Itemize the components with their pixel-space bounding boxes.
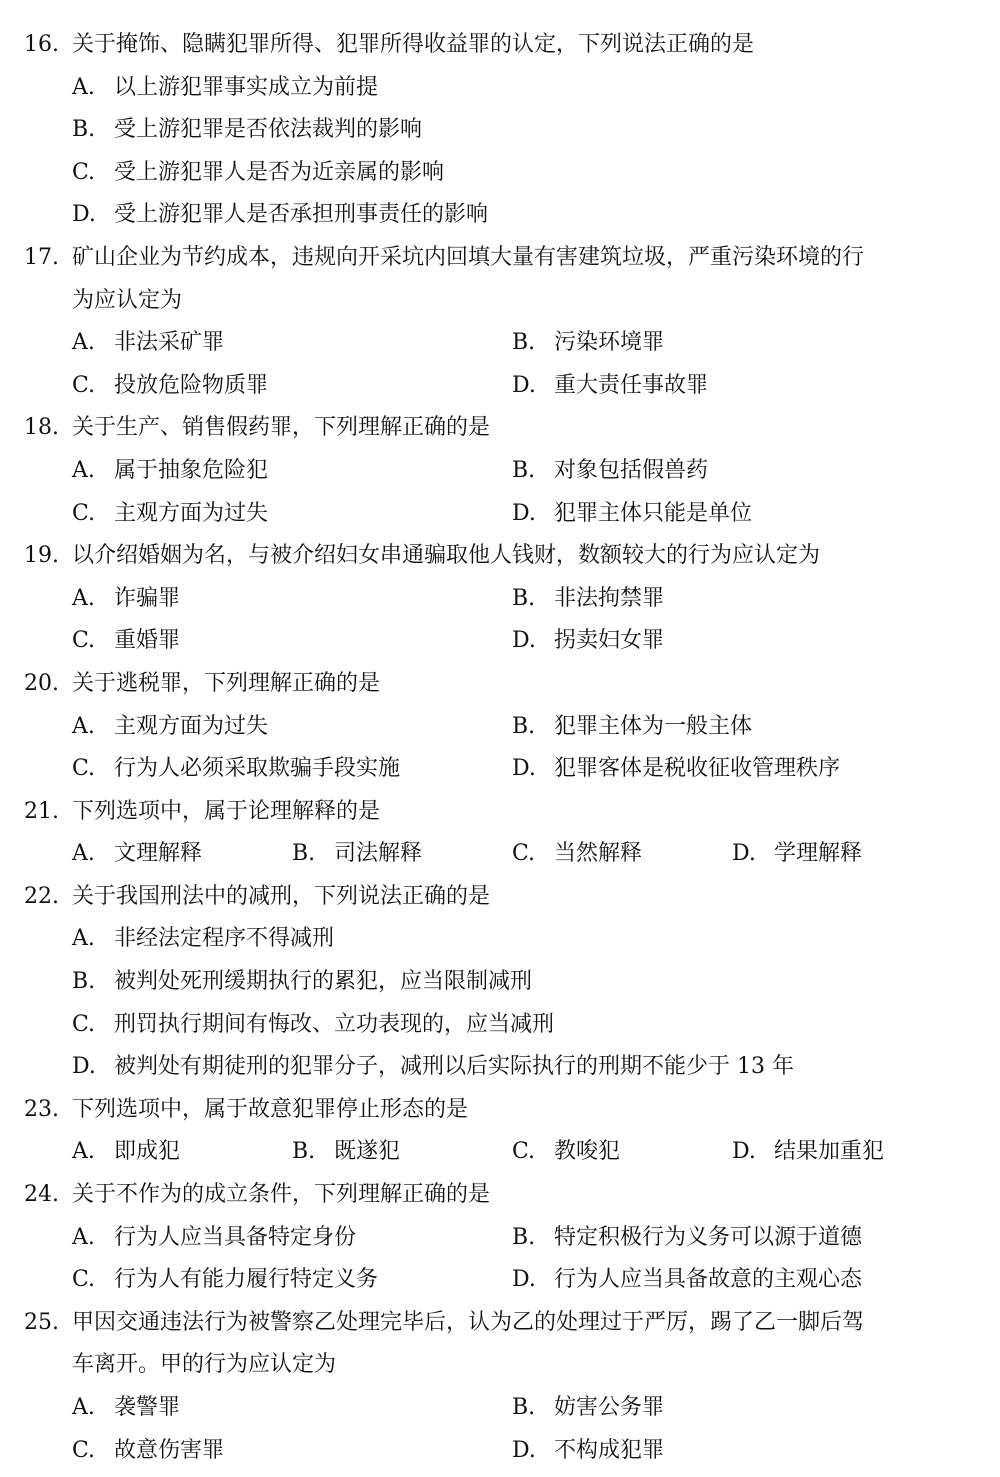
option-d [72, 1046, 1000, 1089]
option-letter: D. [512, 756, 536, 782]
question-stem: 下列选项中，属于论理解释的是 [72, 798, 381, 824]
option-letter: C. [72, 159, 96, 185]
question-19 [0, 535, 1000, 663]
question-number: 25. [24, 1309, 59, 1335]
option-letter: D. [72, 1054, 96, 1080]
option-text: 既遂犯 [334, 1139, 401, 1165]
question-number: 21. [24, 798, 59, 824]
option-letter: C. [72, 1267, 96, 1293]
question-stem: 关于我国刑法中的减刑，下列说法正确的是 [72, 883, 491, 909]
option-d [512, 365, 952, 408]
option-letter: D. [512, 628, 536, 654]
option-text: 行为人应当具备故意的主观心态 [554, 1267, 863, 1293]
option-letter: C. [512, 841, 536, 867]
option-d [512, 620, 952, 663]
option-letter: A. [72, 585, 95, 611]
option-b [512, 1387, 952, 1430]
option-text: 主观方面为过失 [114, 500, 269, 526]
option-a [72, 322, 512, 365]
question-stem: 甲因交通违法行为被警察乙处理完毕后，认为乙的处理过于严厉，踢了乙一脚后驾 [72, 1309, 865, 1335]
option-letter: C. [512, 1139, 536, 1165]
options [0, 578, 1000, 663]
option-text: 受上游犯罪人是否为近亲属的影响 [114, 159, 445, 185]
question-23 [0, 1089, 1000, 1174]
option-text: 行为人有能力履行特定义务 [114, 1267, 379, 1293]
options [0, 918, 1000, 1088]
option-a [72, 1131, 292, 1174]
option-letter: D. [732, 1139, 756, 1165]
option-c [512, 833, 732, 876]
option-letter: C. [72, 1011, 96, 1037]
option-b [512, 322, 952, 365]
question-21 [0, 791, 1000, 876]
option-letter: A. [72, 457, 95, 483]
option-text: 被判处有期徒刑的犯罪分子，减刑以后实际执行的刑期不能少于 13 年 [114, 1054, 794, 1080]
option-text: 投放危险物质罪 [114, 372, 269, 398]
option-letter: B. [292, 841, 316, 867]
option-letter: B. [72, 117, 96, 143]
option-letter: B. [292, 1139, 316, 1165]
option-text: 重婚罪 [114, 628, 181, 654]
option-text: 受上游犯罪是否依法裁判的影响 [114, 117, 423, 143]
option-a [72, 1217, 512, 1260]
question-20 [0, 663, 1000, 791]
question-stem: 下列选项中，属于故意犯罪停止形态的是 [72, 1096, 469, 1122]
option-a [72, 706, 512, 749]
option-b [292, 1131, 512, 1174]
question-stem: 以介绍婚姻为名，与被介绍妇女串通骗取他人钱财，数额较大的行为应认定为 [72, 543, 821, 569]
question-number: 18. [24, 415, 59, 441]
option-text: 非法拘禁罪 [554, 585, 665, 611]
option-text: 不构成犯罪 [554, 1437, 665, 1463]
question-number: 19. [24, 543, 59, 569]
option-text: 主观方面为过失 [114, 713, 269, 739]
option-c [72, 1259, 512, 1302]
options [0, 322, 1000, 407]
option-letter: A. [72, 713, 95, 739]
option-letter: C. [72, 1437, 96, 1463]
option-a [72, 918, 1000, 961]
question-stem: 关于逃税罪，下列理解正确的是 [72, 670, 381, 696]
option-d [512, 1259, 952, 1302]
option-letter: A. [72, 74, 95, 100]
options [0, 450, 1000, 535]
option-letter: A. [72, 1139, 95, 1165]
option-text: 受上游犯罪人是否承担刑事责任的影响 [114, 202, 489, 228]
option-d [732, 833, 952, 876]
options [0, 706, 1000, 791]
option-b [72, 961, 1000, 1004]
option-letter: D. [512, 372, 536, 398]
option-text: 被判处死刑缓期执行的累犯，应当限制减刑 [114, 969, 533, 995]
option-text: 犯罪主体只能是单位 [554, 500, 753, 526]
option-letter: C. [72, 372, 96, 398]
option-text: 犯罪主体为一般主体 [554, 713, 753, 739]
option-d [732, 1131, 952, 1174]
question-stem: 关于生产、销售假药罪，下列理解正确的是 [72, 415, 491, 441]
option-letter: B. [512, 457, 536, 483]
option-a [72, 1387, 512, 1430]
option-text: 对象包括假兽药 [554, 457, 709, 483]
question-25 [0, 1302, 1000, 1472]
question-22 [0, 876, 1000, 1089]
option-c [72, 620, 512, 663]
option-d [72, 194, 1000, 237]
option-letter: D. [512, 1267, 536, 1293]
question-stem: 关于掩饰、隐瞒犯罪所得、犯罪所得收益罪的认定，下列说法正确的是 [72, 32, 755, 57]
option-text: 教唆犯 [554, 1139, 621, 1165]
option-b [512, 450, 952, 493]
option-letter: B. [512, 1224, 536, 1250]
question-16 [0, 24, 1000, 237]
options [0, 67, 1000, 237]
option-d [512, 493, 952, 536]
option-text: 行为人应当具备特定身份 [114, 1224, 357, 1250]
option-b [512, 706, 952, 749]
option-letter: C. [72, 628, 96, 654]
option-c [512, 1131, 732, 1174]
option-text: 文理解释 [114, 841, 203, 867]
option-letter: D. [732, 841, 756, 867]
option-letter: D. [72, 202, 96, 228]
option-text: 妨害公务罪 [554, 1395, 665, 1420]
question-stem: 关于不作为的成立条件，下列理解正确的是 [72, 1182, 491, 1208]
option-text: 属于抽象危险犯 [114, 457, 269, 483]
option-a [72, 833, 292, 876]
option-b [512, 1217, 952, 1260]
option-d [512, 1430, 952, 1473]
option-letter: A. [72, 330, 95, 356]
option-letter: B. [512, 330, 536, 356]
options [0, 1217, 1000, 1302]
option-text: 学理解释 [774, 841, 863, 867]
option-letter: B. [512, 585, 536, 611]
option-c [72, 1004, 1000, 1047]
option-a [72, 67, 1000, 110]
option-c [72, 365, 512, 408]
option-text: 袭警罪 [114, 1395, 181, 1420]
option-text: 重大责任事故罪 [554, 372, 709, 398]
question-17 [0, 237, 1000, 407]
option-text: 故意伤害罪 [114, 1437, 225, 1463]
question-24 [0, 1174, 1000, 1302]
options [0, 833, 1000, 876]
option-letter: D. [512, 500, 536, 526]
option-text: 司法解释 [334, 841, 423, 867]
option-b [512, 578, 952, 621]
option-text: 非经法定程序不得减刑 [114, 926, 335, 952]
option-d [512, 748, 952, 791]
option-text: 当然解释 [554, 841, 643, 867]
option-text: 特定积极行为义务可以源于道德 [554, 1224, 863, 1250]
option-text: 以上游犯罪事实成立为前提 [114, 74, 379, 100]
option-letter: D. [512, 1437, 536, 1463]
option-text: 拐卖妇女罪 [554, 628, 665, 654]
option-letter: A. [72, 926, 95, 952]
option-letter: C. [72, 500, 96, 526]
option-letter: A. [72, 841, 95, 867]
option-text: 刑罚执行期间有悔改、立功表现的，应当减刑 [114, 1011, 555, 1037]
option-a [72, 578, 512, 621]
option-c [72, 1430, 512, 1473]
option-text: 犯罪客体是税收征收管理秩序 [554, 756, 841, 782]
option-c [72, 152, 1000, 195]
question-number: 17. [24, 244, 59, 270]
option-letter: B. [512, 1395, 536, 1420]
question-number: 20. [24, 670, 59, 696]
option-text: 结果加重犯 [774, 1139, 885, 1165]
question-stem-continuation: 为应认定为 [72, 287, 183, 313]
option-text: 行为人必须采取欺骗手段实施 [114, 756, 401, 782]
option-letter: A. [72, 1395, 95, 1420]
option-text: 污染环境罪 [554, 330, 665, 356]
option-c [72, 748, 512, 791]
option-text: 非法采矿罪 [114, 330, 225, 356]
question-number: 23. [24, 1096, 59, 1122]
question-number: 24. [24, 1182, 59, 1208]
question-18 [0, 407, 1000, 535]
question-stem: 矿山企业为节约成本，违规向开采坑内回填大量有害建筑垃圾，严重污染环境的行 [72, 244, 865, 270]
option-letter: B. [512, 713, 536, 739]
question-number: 22. [24, 883, 59, 909]
option-letter: C. [72, 756, 96, 782]
options [0, 1131, 1000, 1174]
option-text: 诈骗罪 [114, 585, 181, 611]
option-letter: A. [72, 1224, 95, 1250]
option-c [72, 493, 512, 536]
question-stem-continuation: 车离开。甲的行为应认定为 [72, 1352, 337, 1378]
option-letter: B. [72, 969, 96, 995]
question-number: 16. [24, 32, 59, 57]
option-text: 即成犯 [114, 1139, 181, 1165]
options [0, 1387, 1000, 1472]
option-b [72, 109, 1000, 152]
option-a [72, 450, 512, 493]
option-b [292, 833, 512, 876]
